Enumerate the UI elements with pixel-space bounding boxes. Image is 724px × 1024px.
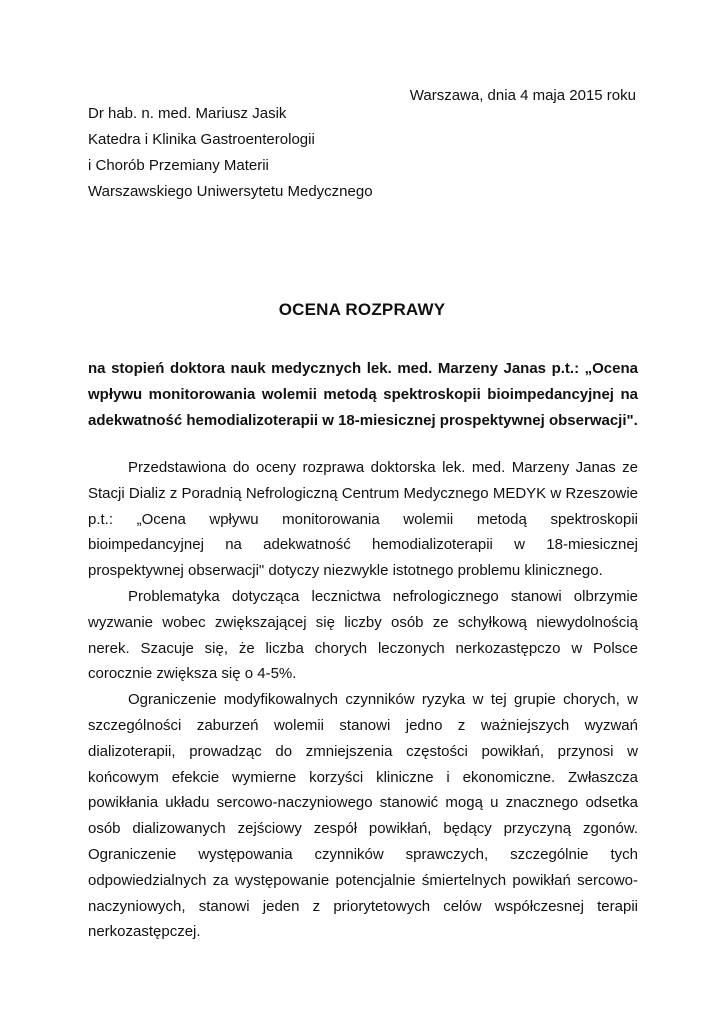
document-body [88,455,638,945]
sender-department-cont: i Chorób Przemiany Materii [88,157,269,174]
sender-block [88,101,373,205]
document-subject: na stopień doktora nauk medycznych lek. med. Marzeny Janas p.t.: „Ocena wpływu monitorowania wolemii metodą spektroskopii bioimpedancyjnej na adekwatność hemodializoterapii w 18-miesicznej prospektywnej obserwacji". [88,360,638,429]
sender-department: Katedra i Klinika Gastroenterologii [88,131,315,148]
paragraph: Ograniczenie modyfikowalnych czynników ryzyka w tej grupie chorych, w szczególności zaburzeń wolemii stanowi jedno z ważniejszych wyzwań dializoterapii, prowadząc do zmniejszenia częstości powikłań, przynosi w końcowym efekcie wymierne korzyści kliniczne i ekonomiczne. Zwłaszcza powikłania układu sercowo-naczyniowego stanowić mogą u znacznego odsetka osób dializowanych zejściowy zespół powikłań, będący przyczyną zgonów. Ograniczenie występowania czynników sprawczych, szczególnie tych odpowiedzialnych za występowanie potencjalnie śmiertelnych powikłań sercowo-naczyniowych, stanowi jeden z priorytetowych celów współczesnej terapii nerkozastępczej. [88,691,638,941]
paragraph: Przedstawiona do oceny rozprawa doktorska lek. med. Marzeny Janas ze Stacji Dializ z Poradnią Nefrologiczną Centrum Medycznego MEDYK w Rzeszowie p.t.: „Ocena wpływu monitorowania wolemii metodą spektroskopii bioimpedancyjnej na adekwatność hemodializoterapii w 18-miesicznej prospektywnej obserwacji" dotyczy niezwykle istotnego problemu klinicznego. [88,459,638,580]
date-line: Warszawa, dnia 4 maja 2015 roku [409,87,636,104]
paragraph: Problematyka dotycząca lecznictwa nefrologicznego stanowi olbrzymie wyzwanie wobec zwiększającej się liczby osób ze schyłkową niewydolnością nerek. Szacuje się, że liczba chorych leczonych nerkozastępczo w Polsce corocznie zwiększa się o 4-5%. [88,587,638,683]
document-title: OCENA ROZPRAWY [278,300,446,319]
sender-university: Warszawskiego Uniwersytetu Medycznego [88,183,373,200]
sender-name: Dr hab. n. med. Mariusz Jasik [88,105,287,122]
